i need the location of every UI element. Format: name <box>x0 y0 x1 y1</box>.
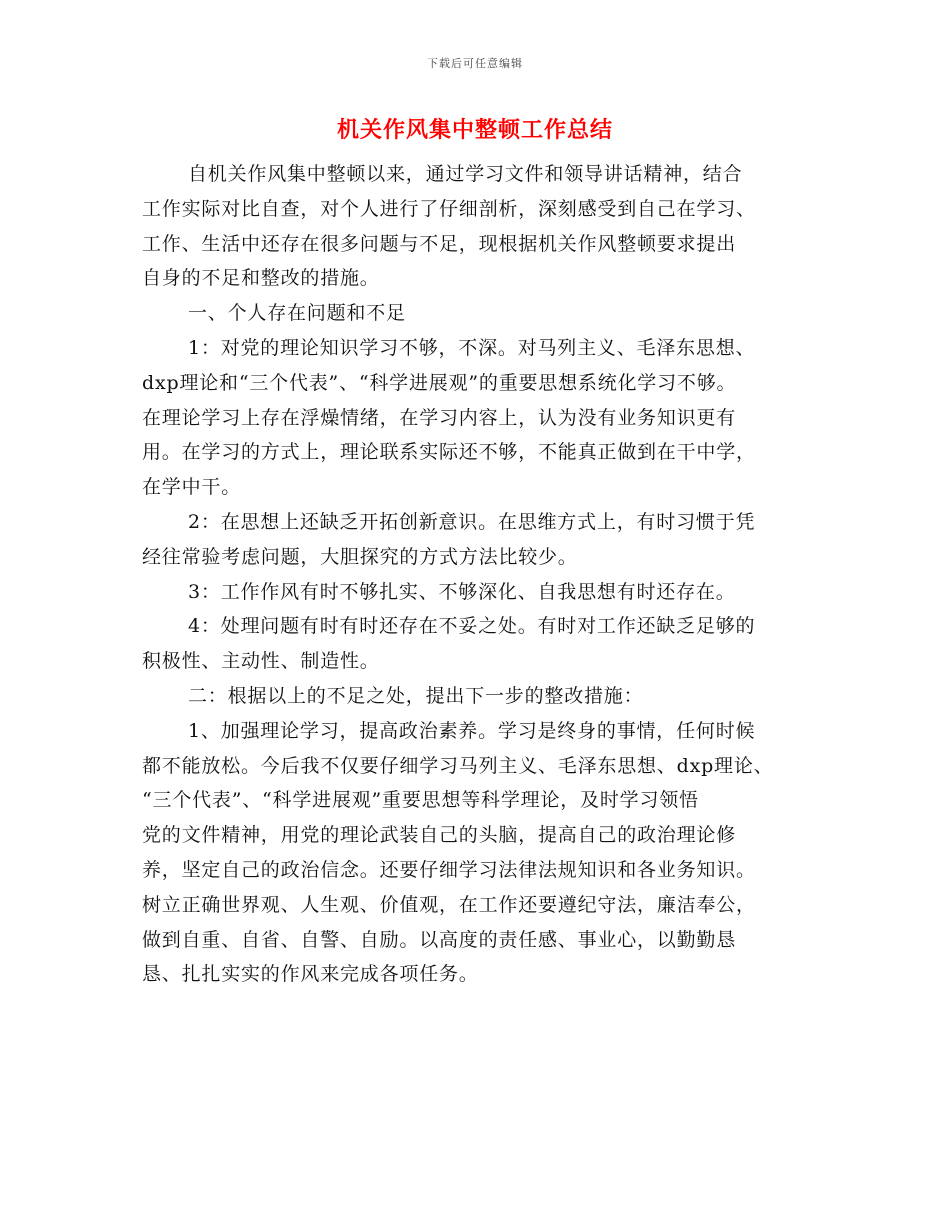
document-body <box>142 157 832 992</box>
text-line: 党的文件精神，用党的理论武装自己的头脑，提高自己的政治理论修 <box>142 824 737 847</box>
text-line: 用。在学习的方式上，理论联系实际还不够，不能真正做到在干中学， <box>142 441 756 464</box>
text-line: 4：处理问题有时有时还存在不妥之处。有时对工作还缺乏足够的 <box>188 615 756 638</box>
text-line: 工作实际对比自查，对个人进行了仔细剖析，深刻感受到自己在学习、 <box>142 197 756 220</box>
text-line: 在理论学习上存在浮燥情绪，在学习内容上，认为没有业务知识更有 <box>142 406 737 429</box>
text-line: 都不能放松。今后我不仅要仔细学习马列主义、毛泽东思想、dxp理论、 <box>142 754 774 777</box>
text-line: 自机关作风集中整顿以来，通过学习文件和领导讲话精神，结合 <box>188 163 743 185</box>
text-line: 3：工作作风有时不够扎实、不够深化、自我思想有时还存在。 <box>188 580 736 603</box>
text-line: “三个代表”、“科学进展观”重要思想等科学理论，及时学习领悟 <box>142 789 699 812</box>
text-line: 做到自重、自省、自警、自励。以高度的责任感、事业心，以勤勤恳 <box>142 928 737 951</box>
text-line: 1：对党的理论知识学习不够，不深。对马列主义、毛泽东思想、 <box>188 336 756 359</box>
text-line: 自身的不足和整改的措施。 <box>142 267 380 290</box>
text-line: dxp理论和“三个代表”、“科学进展观”的重要思想系统化学习不够。 <box>142 371 737 394</box>
document-title: 机关作风集中整顿工作总结 <box>336 118 613 143</box>
text-line: 恳、扎扎实实的作风来完成各项任务。 <box>142 963 479 986</box>
text-line: 二：根据以上的不足之处，提出下一步的整改措施： <box>188 684 644 707</box>
text-line: 积极性、主动性、制造性。 <box>142 650 380 673</box>
text-line: 在学中干。 <box>142 476 242 499</box>
text-line: 2：在思想上还缺乏开拓创新意识。在思维方式上，有时习惯于凭 <box>188 510 756 533</box>
text-line: 经往常验考虑问题，大胆探究的方式方法比较少。 <box>142 545 578 568</box>
text-line: 1、加强理论学习，提高政治素养。学习是终身的事情，任何时候 <box>188 719 756 742</box>
text-line: 养，坚定自己的政治信念。还要仔细学习法律法规知识和各业务知识。 <box>142 858 756 881</box>
header-note: 下载后可任意编辑 <box>427 57 523 70</box>
text-line: 树立正确世界观、人生观、价值观，在工作还要遵纪守法，廉洁奉公， <box>142 893 756 916</box>
text-line: 工作、生活中还存在很多问题与不足，现根据机关作风整顿要求提出 <box>142 232 737 255</box>
text-line: 一、个人存在问题和不足 <box>188 302 406 325</box>
